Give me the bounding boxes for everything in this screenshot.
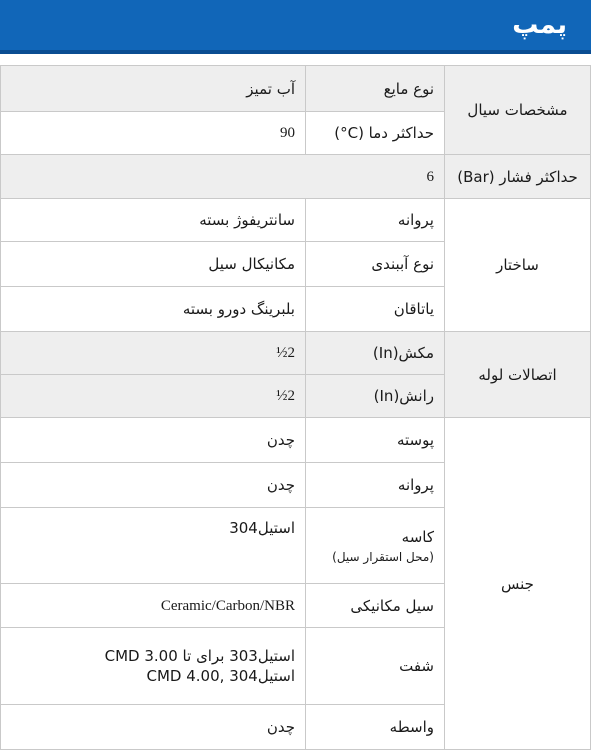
value-bearing: بلبرینگ دورو بسته <box>1 287 306 332</box>
category-material: جنس <box>445 418 591 750</box>
prop-suction: مکش(In) <box>306 332 445 375</box>
value-adapter: چدن <box>1 705 306 750</box>
value-shaft-line2: استیل304 ,CMD 4.00 <box>146 667 295 685</box>
spec-table <box>0 65 591 750</box>
prop-seal-housing-label: کاسه <box>401 527 434 546</box>
prop-max-temp: حداکثر دما (C°) <box>306 112 445 155</box>
table-row <box>1 332 591 375</box>
prop-fluid-type: نوع مایع <box>306 66 445 112</box>
value-seal-type: مکانیکال سیل <box>1 242 306 287</box>
value-max-pressure: 6 <box>1 155 445 199</box>
value-mechanical-seal: Ceramic/Carbon/NBR <box>1 584 306 628</box>
value-fluid-type: آب تمیز <box>1 66 306 112</box>
value-shaft <box>1 628 306 705</box>
prop-adapter: واسطه <box>306 705 445 750</box>
value-discharge: 2½ <box>1 375 306 418</box>
table-row <box>1 418 591 463</box>
prop-bearing: یاتاقان <box>306 287 445 332</box>
value-impeller-material: چدن <box>1 463 306 508</box>
prop-impeller-material: پروانه <box>306 463 445 508</box>
prop-seal-housing <box>306 508 445 584</box>
table-row <box>1 199 591 242</box>
category-structure: ساختار <box>445 199 591 332</box>
header-bar <box>0 0 591 54</box>
prop-seal-housing-note: (محل استقرار سیل) <box>332 549 434 564</box>
category-max-pressure: حداکثر فشار (Bar) <box>445 155 591 199</box>
prop-shaft: شفت <box>306 628 445 705</box>
value-casing: چدن <box>1 418 306 463</box>
value-seal-housing: استیل304 <box>1 508 306 584</box>
prop-mechanical-seal: سیل مکانیکی <box>306 584 445 628</box>
value-suction: 2½ <box>1 332 306 375</box>
prop-impeller: پروانه <box>306 199 445 242</box>
category-fluid: مشخصات سیال <box>445 66 591 155</box>
page-title: پمپ <box>512 10 567 40</box>
value-shaft-line1: استیل303 برای تا CMD 3.00 <box>104 647 295 665</box>
prop-casing: پوسته <box>306 418 445 463</box>
value-max-temp: 90 <box>1 112 306 155</box>
value-impeller: سانتریفوژ بسته <box>1 199 306 242</box>
table-row <box>1 155 591 199</box>
prop-seal-type: نوع آببندی <box>306 242 445 287</box>
table-row <box>1 66 591 112</box>
category-pipe-connections: اتصالات لوله <box>445 332 591 418</box>
prop-discharge: رانش(In) <box>306 375 445 418</box>
